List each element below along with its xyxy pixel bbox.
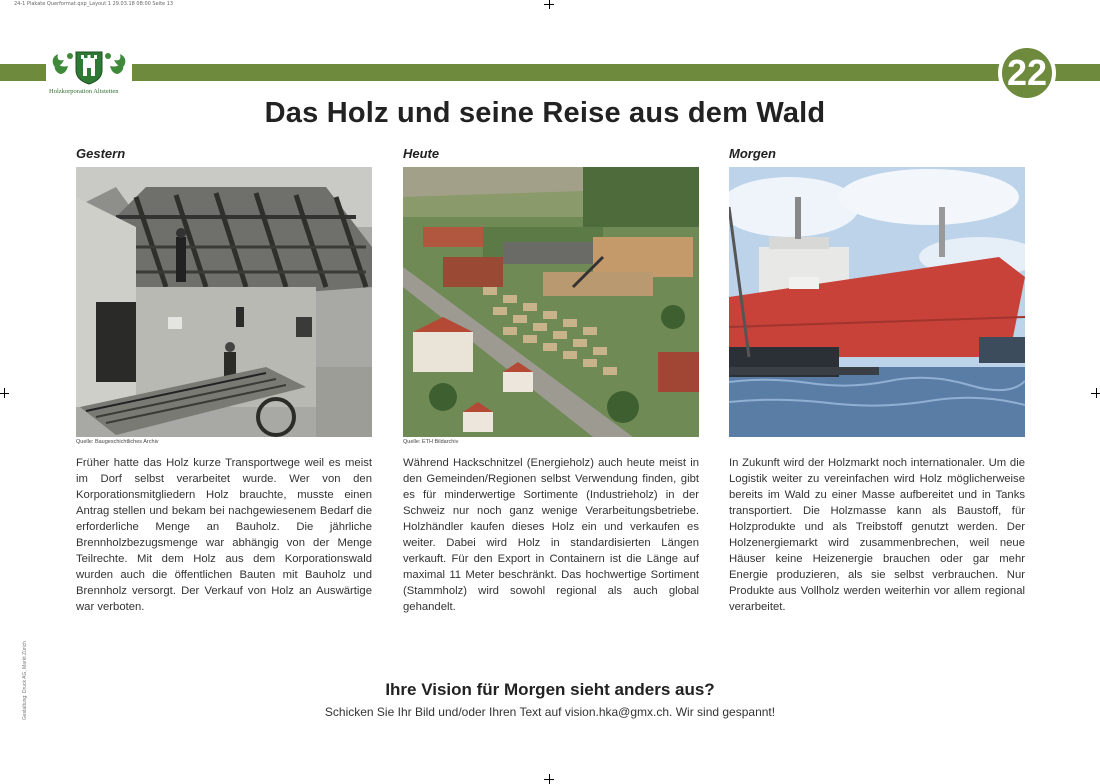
side-credit: Gestaltung: Druck AG, Markt Zürich bbox=[22, 641, 28, 720]
coat-of-arms-icon bbox=[46, 44, 132, 88]
column-heading: Gestern bbox=[76, 146, 126, 161]
image-credit bbox=[729, 439, 1025, 455]
cta-title: Ihre Vision für Morgen sieht anders aus? bbox=[385, 680, 715, 699]
page-number-badge: 22 bbox=[998, 44, 1056, 102]
tanker-photo bbox=[729, 167, 1025, 437]
column-text: Während Hackschnitzel (Energieholz) auch heute meist in den Gemeinden/Regionen selbst Verwendung finden, gibt es für minderwertige Sortimente (Industrieholz) in der Schweiz nur noch ganz wenige Verarbeitungsbetriebe. Holzhändler kaufen dieses Holz ein und verkaufen es weiter. Dabei wird Holz in standardisierten Längen verkauft. Für den Export in Containern ist die Länge auf maximal 11 Meter beschränkt. Das hochwertige Sortiment (Stammholz) wird sowohl regional als auch global gehandelt. bbox=[403, 457, 699, 613]
logo-caption: Holzkorporation Altstetten bbox=[49, 88, 119, 95]
registration-mark-bottom bbox=[546, 776, 552, 782]
column-gestern bbox=[76, 145, 372, 615]
registration-mark-top bbox=[546, 1, 552, 7]
historic-photo bbox=[76, 167, 372, 437]
registration-mark-left bbox=[1, 390, 7, 396]
tanker-ship-image bbox=[729, 167, 1025, 437]
image-credit: Quelle: ETH Bildarchiv bbox=[403, 439, 459, 445]
column-heading: Heute bbox=[403, 146, 440, 161]
old-house-image bbox=[76, 167, 372, 437]
sawmill-aerial-image bbox=[403, 167, 699, 437]
column-morgen bbox=[729, 145, 1025, 615]
image-credit: Quelle: Baugeschichtliches Archiv bbox=[76, 439, 159, 445]
aerial-photo bbox=[403, 167, 699, 437]
column-heute bbox=[403, 145, 699, 615]
cta-text: Schicken Sie Ihr Bild und/oder Ihren Text auf vision.hka@gmx.ch. Wir sind gespannt! bbox=[324, 705, 776, 719]
page-title: Das Holz und seine Reise aus dem Wald bbox=[264, 97, 826, 129]
column-heading: Morgen bbox=[729, 146, 776, 161]
print-slug: 24-1 Plakate Querformat.qxp_Layout 1 29.03.18 08:00 Seite 13 bbox=[14, 1, 174, 7]
header-band bbox=[0, 64, 1100, 81]
column-text: Früher hatte das Holz kurze Transportwege weil es meist im Dorf selbst verarbeitet wurde. Wer von den Korporationsmitgliedern Holz brauchte, musste einen Antrag stellen und bekam bei nachgewiesenem Bedarf die erforderliche Menge an Bauholz. Die jährliche Brennholzbezugsmenge war abhängig von der Menge Teilrechte. Mit dem Holz aus dem Korporationswald wurden auch die öffentlichen Bauten mit Bauholz und Brennholz versorgt. Der Verkauf von Holz an Auswärtige war verboten. bbox=[76, 457, 372, 613]
column-text: In Zukunft wird der Holzmarkt noch internationaler. Um die Logistik weiter zu vereinfachen wird Holz möglicherweise bereits im Wald zu einer Masse aufbereitet und in Tanks transportiert. Die Holzmasse kann als Baustoff, für Holzprodukte und als Treibstoff genutzt werden. Der Holzenergiemarkt wird zusammenbrechen, weil neue Häuser keine Heizenergie brauchen oder gar mehr Energie produzieren, als sie selbst verbrauchen. Nur Produkte aus Vollholz werden weiterhin vor allem regional verarbeitet. bbox=[729, 457, 1025, 613]
registration-mark-right bbox=[1093, 390, 1099, 396]
